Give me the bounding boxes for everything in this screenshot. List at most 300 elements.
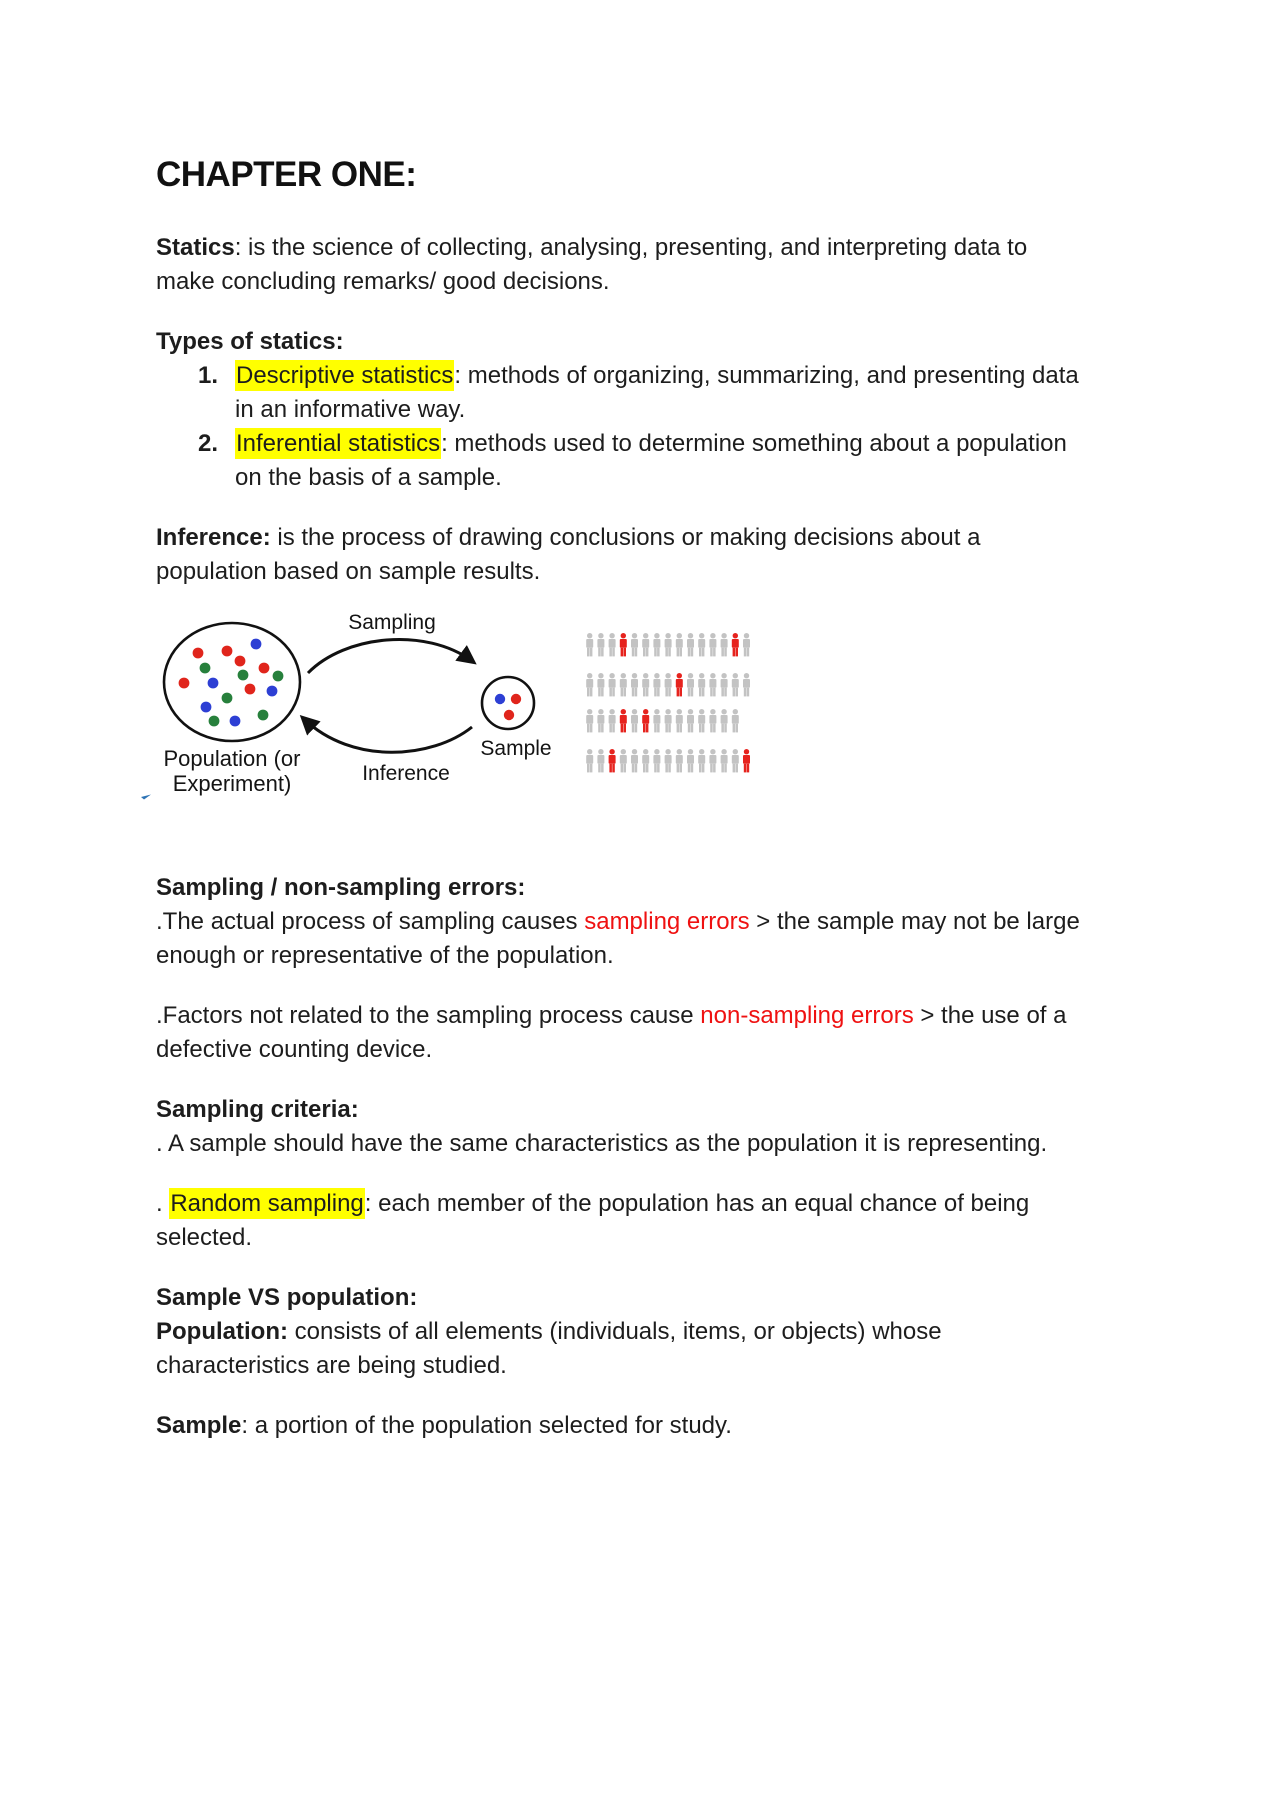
person-leg (677, 724, 680, 733)
person-icon (687, 749, 694, 772)
person-icon (709, 633, 716, 656)
person-body (732, 679, 739, 688)
person-leg (621, 764, 624, 773)
person-body (642, 755, 649, 764)
person-head (733, 633, 738, 638)
population-dot (245, 684, 256, 695)
person-body (653, 639, 660, 648)
person-icon (597, 749, 604, 772)
person-leg (624, 724, 627, 733)
person-head (665, 633, 670, 638)
person-icon (620, 709, 627, 732)
person-head (598, 709, 603, 714)
person-body (687, 715, 694, 724)
population-dot (201, 702, 212, 713)
population-dot (230, 716, 241, 727)
person-body (620, 715, 627, 724)
person-head (621, 749, 626, 754)
text-run: : a portion of the population selected for study. (241, 1412, 732, 1439)
person-head (733, 673, 738, 678)
person-head (598, 633, 603, 638)
person-head (587, 633, 592, 638)
person-leg (654, 764, 657, 773)
paragraph (156, 1093, 1190, 1161)
population-label-line2: Experiment) (172, 771, 292, 796)
person-leg (710, 764, 713, 773)
person-head (688, 749, 693, 754)
text-line (156, 521, 1190, 555)
person-leg (688, 688, 691, 697)
text-line (156, 999, 1190, 1033)
person-body (743, 679, 750, 688)
person-icon (597, 673, 604, 696)
person-leg (688, 724, 691, 733)
text-run: Sample (156, 1412, 242, 1439)
text-line (156, 1349, 1190, 1383)
population-dot (273, 671, 284, 682)
person-body (676, 639, 683, 648)
red-term: sampling errors (584, 908, 750, 935)
text-run: consists of all elements (individuals, items, or objects) whose (287, 1318, 942, 1345)
person-head (632, 709, 637, 714)
person-leg (736, 688, 739, 697)
text-run: : each member of the population has an equal chance of being (364, 1190, 1030, 1217)
person-head (721, 709, 726, 714)
text-run: . A sample should have the same characteristics as the population it is representing. (156, 1130, 1048, 1157)
person-body (642, 715, 649, 724)
population-dot (200, 663, 211, 674)
person-body (653, 679, 660, 688)
person-body (698, 639, 705, 648)
person-head (654, 709, 659, 714)
person-leg (587, 688, 590, 697)
person-body (709, 639, 716, 648)
person-leg (654, 724, 657, 733)
person-head (710, 749, 715, 754)
person-head (710, 709, 715, 714)
person-leg (733, 648, 736, 657)
person-leg (624, 688, 627, 697)
person-head (643, 709, 648, 714)
population-dot (258, 710, 269, 721)
person-icon (709, 749, 716, 772)
person-head (677, 633, 682, 638)
paragraph (156, 1281, 1190, 1383)
person-head (710, 673, 715, 678)
text-run: .The actual process of sampling causes (156, 908, 585, 935)
person-leg (598, 648, 601, 657)
person-leg (624, 648, 627, 657)
population-label-line1: Population (or (163, 746, 301, 771)
person-leg (643, 648, 646, 657)
person-leg (680, 648, 683, 657)
person-head (654, 633, 659, 638)
person-icon (732, 709, 739, 732)
person-head (699, 633, 704, 638)
person-icon (631, 673, 638, 696)
text-line (156, 555, 1190, 589)
person-body (609, 755, 616, 764)
text-line (156, 1187, 1190, 1221)
person-leg (612, 648, 615, 657)
person-body (665, 755, 672, 764)
text-run: make concluding remarks/ good decisions. (156, 268, 610, 295)
text-line (235, 359, 1190, 393)
person-leg (609, 764, 612, 773)
person-leg (744, 764, 747, 773)
person-body (631, 679, 638, 688)
sample-dot (511, 694, 521, 704)
person-icon (721, 673, 728, 696)
paragraph (156, 1187, 1190, 1255)
person-body (631, 755, 638, 764)
text-run: on the basis of a sample. (235, 464, 502, 491)
person-leg (590, 688, 593, 697)
person-leg (654, 648, 657, 657)
person-head (609, 633, 614, 638)
person-body (609, 639, 616, 648)
person-leg (665, 648, 668, 657)
text-run: Statics (156, 234, 235, 261)
text-line (156, 1127, 1190, 1161)
list-item-number: 2. (198, 430, 219, 457)
person-icon (653, 633, 660, 656)
paragraph (156, 1409, 1190, 1443)
page-title: CHAPTER ONE: (156, 155, 417, 194)
person-leg (643, 724, 646, 733)
person-icon (642, 633, 649, 656)
person-icon (642, 709, 649, 732)
person-icon (676, 633, 683, 656)
person-leg (668, 688, 671, 697)
person-body (721, 755, 728, 764)
person-body (732, 639, 739, 648)
sampling-inference-figure (140, 601, 1190, 811)
person-body (698, 715, 705, 724)
person-head (744, 633, 749, 638)
person-head (699, 673, 704, 678)
person-leg (699, 724, 702, 733)
text-line (156, 231, 1190, 265)
population-dot (208, 678, 219, 689)
person-leg (632, 764, 635, 773)
person-body (586, 639, 593, 648)
person-leg (635, 724, 638, 733)
sample-dot (495, 694, 505, 704)
person-body (732, 715, 739, 724)
person-leg (724, 648, 727, 657)
person-head (632, 749, 637, 754)
text-run: : methods used to determine something about a population (441, 430, 1067, 457)
person-head (609, 709, 614, 714)
person-leg (688, 648, 691, 657)
person-leg (713, 764, 716, 773)
person-head (587, 709, 592, 714)
person-icon (687, 633, 694, 656)
person-leg (621, 724, 624, 733)
person-body (665, 715, 672, 724)
person-icon (732, 673, 739, 696)
person-head (621, 709, 626, 714)
person-body (676, 755, 683, 764)
sampling-label: Sampling (348, 611, 436, 634)
text-run: > the sample may not be large (749, 908, 1080, 935)
person-icon (653, 749, 660, 772)
person-leg (587, 724, 590, 733)
person-leg (609, 688, 612, 697)
text-line (235, 393, 1190, 427)
person-leg (680, 764, 683, 773)
person-head (665, 673, 670, 678)
person-leg (747, 764, 750, 773)
person-leg (702, 648, 705, 657)
person-leg (677, 764, 680, 773)
person-leg (747, 648, 750, 657)
person-leg (724, 764, 727, 773)
population-dot (251, 639, 262, 650)
person-head (688, 673, 693, 678)
sample-circle (482, 677, 534, 729)
person-leg (721, 724, 724, 733)
person-icon (665, 749, 672, 772)
person-head (710, 633, 715, 638)
text-run: : is the science of collecting, analysing, presenting, and interpreting data to (234, 234, 1028, 261)
person-leg (713, 648, 716, 657)
population-dot (222, 693, 233, 704)
population-dot (267, 686, 278, 697)
person-leg (680, 688, 683, 697)
person-head (665, 709, 670, 714)
text-run: .Factors not related to the sampling process cause (156, 1002, 701, 1029)
person-icon (653, 673, 660, 696)
text-run: . (156, 1190, 170, 1217)
person-body (709, 755, 716, 764)
person-leg (699, 688, 702, 697)
inference-arrow (304, 719, 472, 752)
population-dot (238, 670, 249, 681)
person-leg (657, 648, 660, 657)
person-icon (743, 673, 750, 696)
person-icon (653, 709, 660, 732)
list-heading (156, 325, 1190, 359)
person-head (654, 749, 659, 754)
text-run: enough or representative of the population. (156, 942, 614, 969)
person-body (687, 679, 694, 688)
person-icon (676, 673, 683, 696)
person-leg (632, 648, 635, 657)
person-leg (691, 764, 694, 773)
person-body (597, 639, 604, 648)
person-body (743, 755, 750, 764)
person-body (653, 715, 660, 724)
person-head (643, 673, 648, 678)
person-leg (612, 724, 615, 733)
text-run: in an informative way. (235, 396, 466, 423)
person-head (721, 673, 726, 678)
text-line (156, 905, 1190, 939)
person-leg (612, 764, 615, 773)
person-leg (691, 688, 694, 697)
person-head (699, 709, 704, 714)
person-icon (586, 633, 593, 656)
paragraph (156, 999, 1190, 1067)
person-leg (733, 724, 736, 733)
person-body (609, 715, 616, 724)
person-leg (733, 764, 736, 773)
person-body (597, 755, 604, 764)
person-leg (724, 688, 727, 697)
person-leg (635, 648, 638, 657)
text-run: population based on sample results. (156, 558, 541, 585)
paragraph (156, 871, 1190, 973)
person-leg (621, 688, 624, 697)
person-body (642, 679, 649, 688)
person-leg (643, 688, 646, 697)
person-leg (657, 764, 660, 773)
text-run: Sampling / non-sampling errors: (156, 874, 526, 901)
person-body (721, 639, 728, 648)
person-icon (620, 673, 627, 696)
person-leg (721, 764, 724, 773)
highlighted-term: Descriptive statistics (236, 362, 454, 389)
person-icon (676, 709, 683, 732)
person-leg (624, 764, 627, 773)
person-leg (668, 764, 671, 773)
person-head (609, 749, 614, 754)
person-leg (744, 688, 747, 697)
text-run: Population: (156, 1318, 288, 1345)
text-run: Sampling criteria: (156, 1096, 359, 1123)
person-body (597, 679, 604, 688)
person-leg (736, 648, 739, 657)
person-leg (598, 688, 601, 697)
person-leg (643, 764, 646, 773)
person-leg (598, 764, 601, 773)
person-body (743, 639, 750, 648)
person-leg (665, 724, 668, 733)
person-leg (702, 764, 705, 773)
person-leg (657, 688, 660, 697)
person-icon (698, 633, 705, 656)
person-icon (743, 633, 750, 656)
person-icon (586, 709, 593, 732)
person-icon (709, 709, 716, 732)
paragraph (156, 521, 1190, 589)
population-dot (209, 716, 220, 727)
text-run: : methods of organizing, summarizing, and presenting data (454, 362, 1079, 389)
person-icon (709, 673, 716, 696)
numbered-list (156, 325, 1190, 495)
person-head (632, 673, 637, 678)
person-leg (665, 688, 668, 697)
person-leg (590, 764, 593, 773)
person-leg (710, 648, 713, 657)
person-head (621, 673, 626, 678)
person-head (688, 633, 693, 638)
person-head (677, 673, 682, 678)
person-leg (733, 688, 736, 697)
person-leg (691, 648, 694, 657)
person-leg (677, 688, 680, 697)
person-icon (698, 749, 705, 772)
person-head (609, 673, 614, 678)
person-body (665, 679, 672, 688)
person-leg (713, 688, 716, 697)
person-leg (699, 764, 702, 773)
person-leg (598, 724, 601, 733)
person-icon (586, 749, 593, 772)
person-icon (597, 709, 604, 732)
person-icon (642, 749, 649, 772)
person-head (587, 673, 592, 678)
person-body (676, 715, 683, 724)
person-body (698, 679, 705, 688)
person-icon (665, 709, 672, 732)
person-head (643, 633, 648, 638)
person-leg (587, 764, 590, 773)
person-leg (601, 764, 604, 773)
person-leg (688, 764, 691, 773)
person-body (631, 715, 638, 724)
person-head (632, 633, 637, 638)
person-leg (747, 688, 750, 697)
text-run: Types of statics: (156, 328, 344, 355)
person-head (643, 749, 648, 754)
text-run: Inference: (156, 524, 271, 551)
person-icon (620, 749, 627, 772)
person-head (744, 749, 749, 754)
person-icon (687, 709, 694, 732)
person-icon (609, 749, 616, 772)
person-head (721, 749, 726, 754)
person-head (621, 633, 626, 638)
person-leg (744, 648, 747, 657)
person-leg (646, 688, 649, 697)
text-line (156, 1409, 1190, 1443)
person-icon (732, 633, 739, 656)
person-leg (635, 688, 638, 697)
sample-label: Sample (480, 737, 552, 760)
person-body (687, 639, 694, 648)
person-body (620, 755, 627, 764)
person-head (677, 709, 682, 714)
person-leg (590, 724, 593, 733)
person-head (699, 749, 704, 754)
person-body (586, 715, 593, 724)
person-body (609, 679, 616, 688)
person-body (586, 679, 593, 688)
text-line (235, 461, 1190, 495)
person-leg (721, 648, 724, 657)
text-run: Sample VS population: (156, 1284, 418, 1311)
text-line (156, 1221, 1190, 1255)
person-body (732, 755, 739, 764)
person-leg (587, 648, 590, 657)
person-leg (699, 648, 702, 657)
text-line (156, 1033, 1190, 1067)
person-head (721, 633, 726, 638)
person-icon (676, 749, 683, 772)
person-leg (590, 648, 593, 657)
person-icon (665, 673, 672, 696)
text-run: > the use of a (913, 1002, 1067, 1029)
list-item-number: 1. (198, 362, 219, 389)
person-leg (680, 724, 683, 733)
person-leg (621, 648, 624, 657)
population-dot (222, 646, 233, 657)
person-leg (665, 764, 668, 773)
person-body (721, 679, 728, 688)
